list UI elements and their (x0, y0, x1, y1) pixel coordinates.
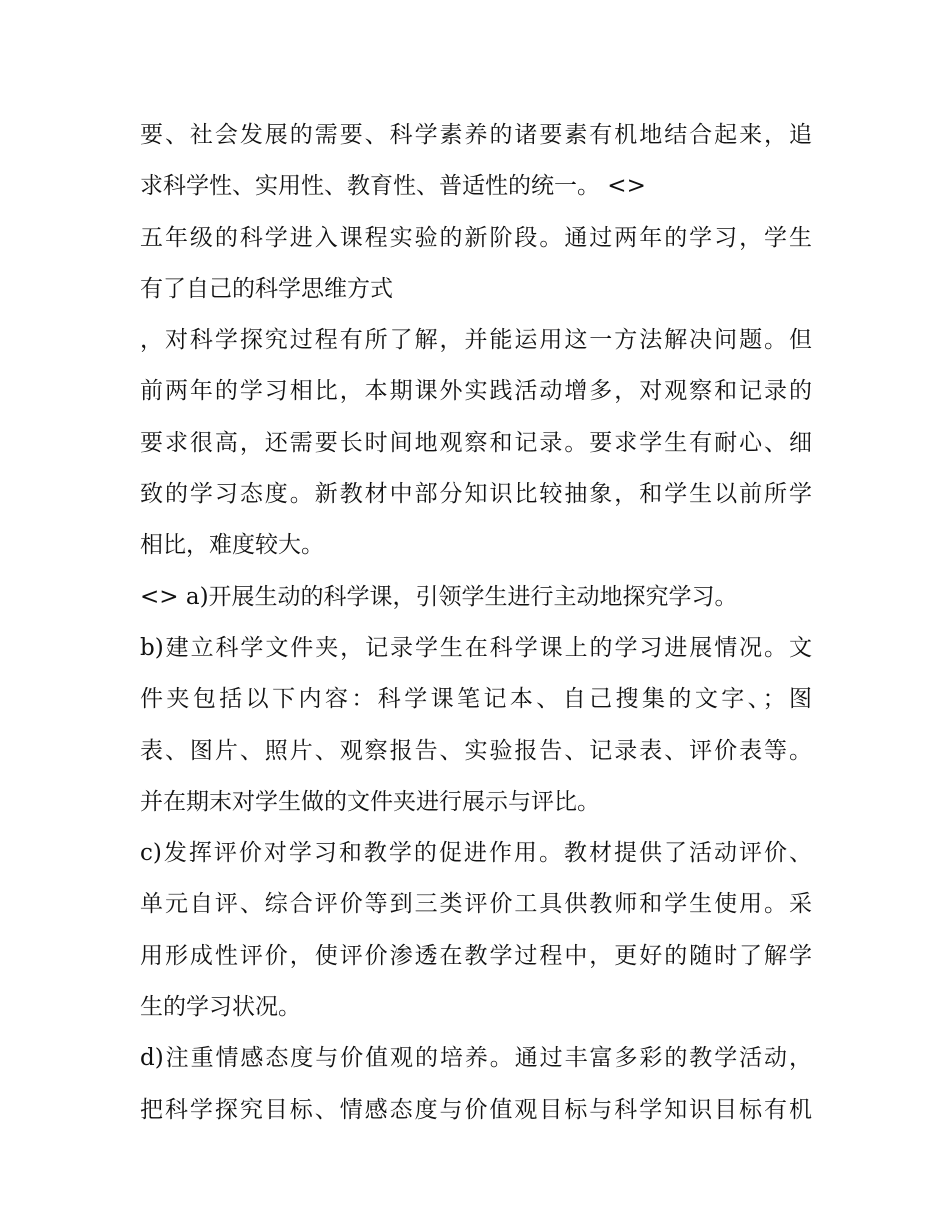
text-line: b)建立科学文件夹，记录学生在科学课上的学习进展情况。文 (140, 634, 812, 661)
document-body (140, 110, 812, 1136)
text-line: c)发挥评价对学习和教学的促进作用。教材提供了活动评价、 (140, 840, 812, 867)
text-line: 生的学习状况。 (140, 994, 301, 1021)
text-line: 把科学探究目标、情感态度与价值观目标与科学知识目标有机 (140, 1096, 812, 1123)
text-line: 表、图片、照片、观察报告、实验报告、记录表、评价表等。 (140, 737, 812, 764)
text-line: 相比，难度较大。 (140, 532, 324, 559)
text-line: 五年级的科学进入课程实验的新阶段。通过两年的学习，学生 (140, 224, 812, 251)
text-line: 要求很高，还需要长时间地观察和记录。要求学生有耐心、细 (140, 429, 812, 456)
text-line: 件夹包括以下内容：科学课笔记本、自己搜集的文字、；图 (140, 686, 812, 713)
text-line: 致的学习态度。新教材中部分知识比较抽象，和学生以前所学 (140, 481, 812, 508)
text-line: 求科学性、实用性、教育性、普适性的统一。 <> (140, 173, 646, 200)
text-line: d)注重情感态度与价值观的培养。通过丰富多彩的教学活动， (140, 1045, 812, 1072)
text-line: 要、社会发展的需要、科学素养的诸要素有机地结合起来，追 (140, 122, 812, 148)
text-line: <> a)开展生动的科学课，引领学生进行主动地探究学习。 (140, 583, 738, 610)
text-line: 有了自己的科学思维方式 (140, 275, 393, 302)
text-line: 前两年的学习相比，本期课外实践活动增多，对观察和记录的 (140, 378, 812, 405)
text-line: ，对科学探究过程有所了解，并能运用这一方法解决问题。但 (140, 327, 812, 354)
text-line: 并在期末对学生做的文件夹进行展示与评比。 (140, 788, 600, 815)
text-line: 用形成性评价，使评价渗透在教学过程中，更好的随时了解学 (140, 942, 812, 969)
text-line: 单元自评、综合评价等到三类评价工具供教师和学生使用。采 (140, 891, 812, 918)
